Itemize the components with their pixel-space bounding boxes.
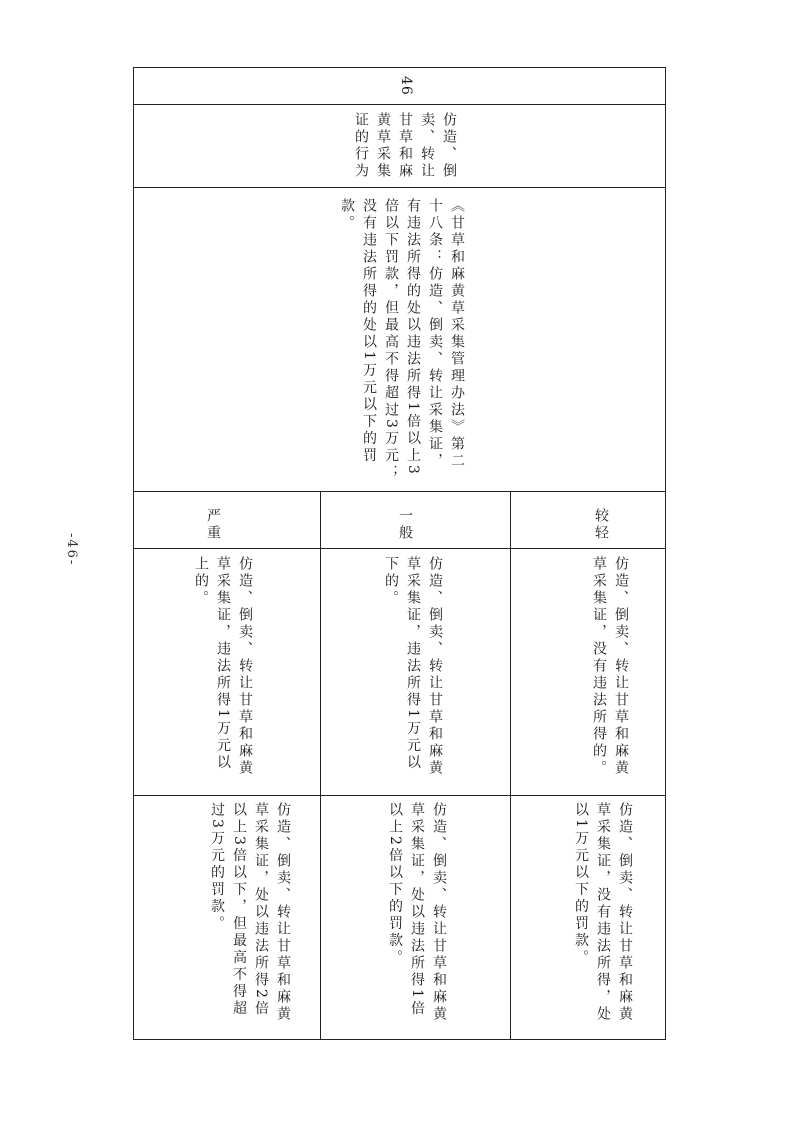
penalty-severe: 仿造、倒卖、转让甘草和麻黄草采集证，处以违法所得2倍以上3倍以下，但最高不得超过3万元的罚款。: [209, 802, 291, 1023]
penalty-general: 仿造、倒卖、转让甘草和麻黄草采集证，处以违法所得1倍以上2倍以下的罚款。: [387, 802, 447, 1023]
level-label-general: 一般: [397, 508, 413, 542]
page-number: -46-: [64, 533, 79, 567]
col-divider-1: [320, 491, 321, 1040]
row-divider-3: [133, 491, 666, 492]
violation-name: 仿造、倒卖、转让甘草和麻黄草采集证的行为: [353, 112, 457, 180]
table-border-bottom: [133, 1039, 666, 1040]
level-label-light: 较轻: [593, 508, 609, 542]
level-label-severe: 严重: [205, 508, 221, 542]
row-divider-2: [133, 187, 666, 188]
table-border-left: [133, 67, 134, 1040]
row-divider-4: [133, 548, 666, 549]
row-divider-5: [133, 795, 666, 796]
item-number: 46: [398, 76, 414, 96]
table-border-top: [133, 67, 666, 68]
legal-basis: 《甘草和麻黄草采集管理办法》第二十八条：仿造、倒卖、转让采集证，有违法所得的处以违法所得1倍以上3倍以下罚款，但最高不得超过3万元；没有违法所得的处以1万元以下的罚款。: [339, 198, 465, 482]
col-divider-2: [510, 491, 511, 1040]
circumstance-light: 仿造、倒卖、转让甘草和麻黄草采集证，没有违法所得的。: [591, 556, 629, 777]
circumstance-general: 仿造、倒卖、转让甘草和麻黄草采集证，违法所得1万元以下的。: [383, 556, 443, 777]
circumstance-severe: 仿造、倒卖、转让甘草和麻黄草采集证，违法所得1万元以上的。: [193, 556, 253, 777]
row-divider-1: [133, 104, 666, 105]
table-border-right: [665, 67, 666, 1040]
penalty-light: 仿造、倒卖、转让甘草和麻黄草采集证，没有违法所得，处以1万元以下的罚款。: [573, 802, 633, 1023]
